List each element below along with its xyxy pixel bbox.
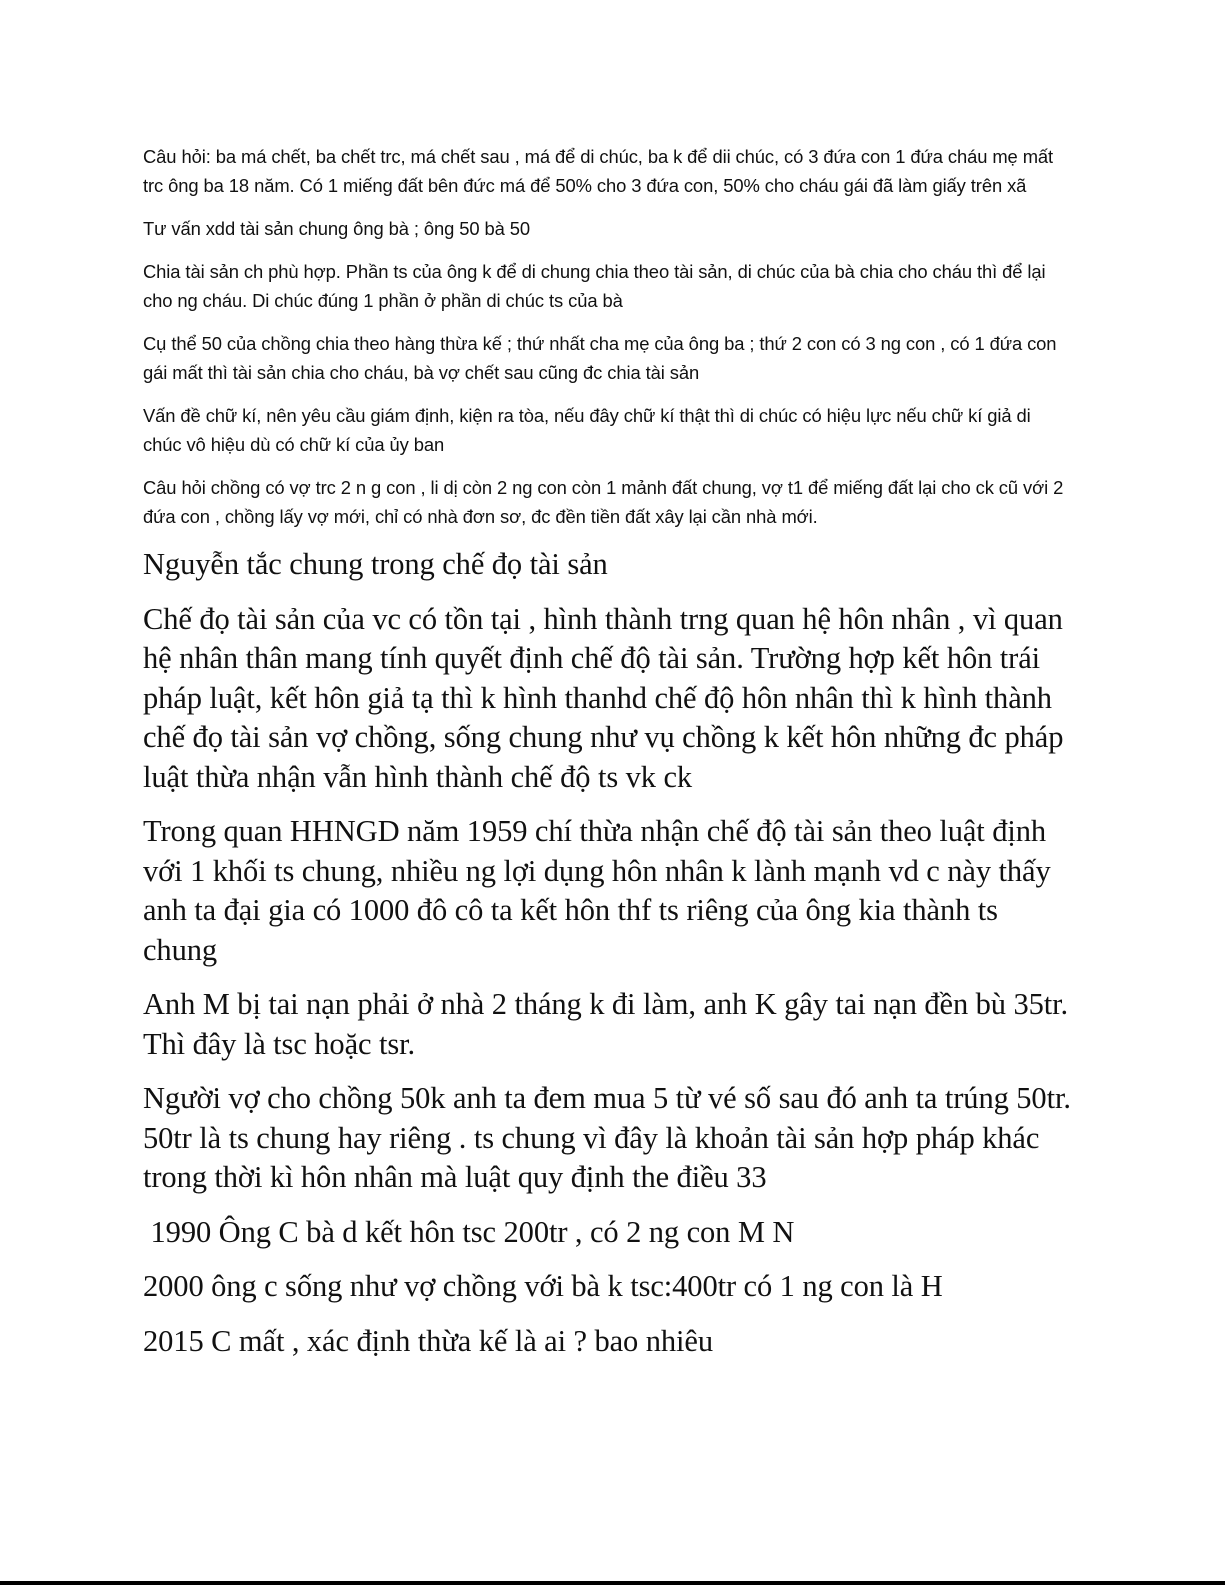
document-body <box>143 142 1073 1376</box>
body-paragraph-2: Trong quan HHNGD năm 1959 chí thừa nhận chế độ tài sản theo luật định với 1 khối ts chung, nhiều ng lợi dụng hôn nhân k lành mạnh vd c này thấy anh ta đại gia có 1000 đô cô ta kết hôn thf ts riêng của ông kia thành ts chung <box>143 814 1051 967</box>
body-paragraph-5: 1990 Ông C bà d kết hôn tsc 200tr , có 2 ng con M N <box>143 1214 795 1249</box>
body-paragraph-7: 2015 C mất , xác định thừa kế là ai ? bao nhiêu <box>143 1323 713 1358</box>
note-paragraph-1: Câu hỏi: ba má chết, ba chết trc, má chết sau , má để di chúc, ba k để dii chúc, có 3 đứa con 1 đứa cháu mẹ mất trc ông ba 18 năm. Có 1 miếng đất bên đức má để 50% cho 3 đứa con, 50% cho cháu gái đã làm giấy trên xã <box>143 146 1054 196</box>
body-paragraph-6: 2000 ông c sống như vợ chồng với bà k tsc:400tr có 1 ng con là H <box>143 1269 943 1303</box>
note-paragraph-6: Câu hỏi chồng có vợ trc 2 n g con , li dị còn 2 ng con còn 1 mảnh đất chung, vợ t1 để miếng đất lại cho ck cũ với 2 đứa con , chồng lấy vợ mới, chỉ có nhà đơn sơ, đc đền tiền đất xây lại cần nhà mới. <box>143 477 1064 527</box>
page-bottom-border <box>0 1581 1225 1585</box>
note-paragraph-2: Tư vấn xdd tài sản chung ông bà ; ông 50 bà 50 <box>143 218 531 239</box>
body-paragraph-4: Người vợ cho chồng 50k anh ta đem mua 5 từ vé số sau đó anh ta trúng 50tr. 50tr là ts chung hay riêng . ts chung vì đây là khoản tài sản hợp pháp khác trong thời kì hôn nhân mà luật quy định the điều 33 <box>143 1081 1071 1194</box>
note-paragraph-5: Vấn đề chữ kí, nên yêu cầu giám định, kiện ra tòa, nếu đây chữ kí thật thì di chúc có hiệu lực nếu chữ kí giả di chúc vô hiệu dù có chữ kí của ủy ban <box>143 405 1031 455</box>
body-paragraph-3: Anh M bị tai nạn phải ở nhà 2 tháng k đi làm, anh K gây tai nạn đền bù 35tr. Thì đây là tsc hoặc tsr. <box>143 987 1069 1061</box>
note-paragraph-4: Cụ thể 50 của chồng chia theo hàng thừa kế ; thứ nhất cha mẹ của ông ba ; thứ 2 con có 3 ng con , có 1 đứa con gái mất thì tài sản chia cho cháu, bà vợ chết sau cũng đc chia tài sản <box>143 333 1057 383</box>
note-paragraph-3: Chia tài sản ch phù hợp. Phần ts của ông k để di chung chia theo tài sản, di chúc của bà chia cho cháu thì để lại cho ng cháu. Di chúc đúng 1 phần ở phần di chúc ts của bà <box>143 261 1046 311</box>
body-paragraph-1: Chế đọ tài sản của vc có tồn tại , hình thành trng quan hệ hôn nhân , vì quan hệ nhân thân mang tính quyết định chế độ tài sản. Trường hợp kết hôn trái pháp luật, kết hôn giả tạ thì k hình thanhd chế độ hôn nhân thì k hình thành chế đọ tài sản vợ chồng, sống chung như vụ chồng k kết hôn những đc pháp luật thừa nhận vẫn hình thành chế độ ts vk ck <box>143 601 1064 794</box>
section-heading: Nguyễn tắc chung trong chế đọ tài sản <box>143 547 608 581</box>
